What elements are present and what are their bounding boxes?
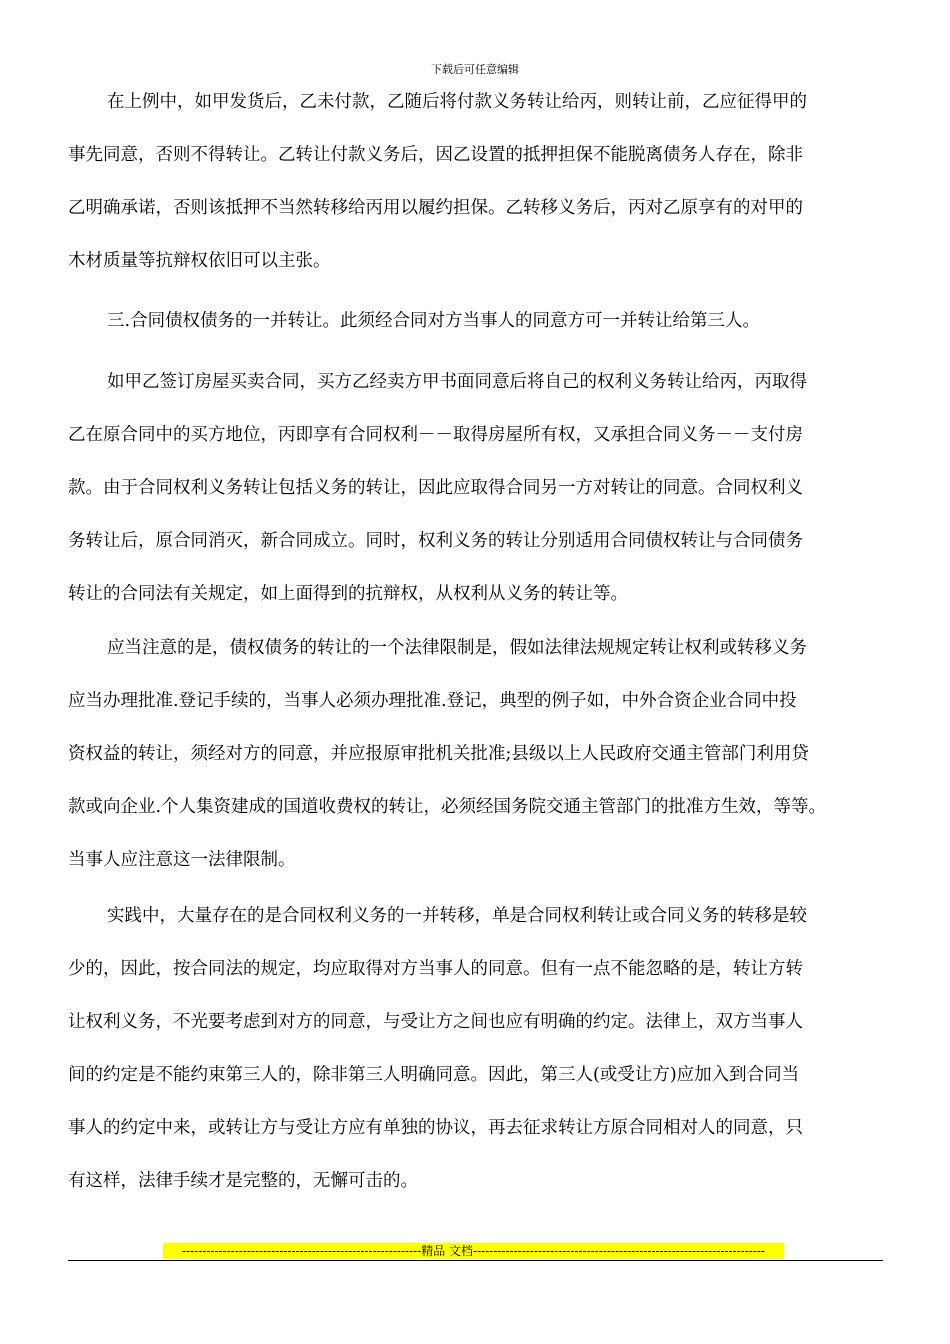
- paragraph-1: [68, 76, 888, 288]
- paragraph-line: 间的约定是不能约束第三人的，除非第三人明确同意。因此，第三人(或受让方)应加入到合同当: [68, 1065, 800, 1085]
- paragraph-line: 款。由于合同权利义务转让包括义务的转让，因此应取得合同另一方对转让的同意。合同权利义: [68, 478, 803, 498]
- paragraph-line: 应当办理批准.登记手续的，当事人必须办理批准.登记，典型的例子如，中外合资企业合同中投: [68, 691, 797, 711]
- paragraph-2: [68, 295, 888, 348]
- paragraph-line: 转让的合同法有关规定，如上面得到的抗辩权，从权利从义务的转让等。: [68, 584, 628, 604]
- footer-divider: [68, 1260, 883, 1261]
- paragraph-line: 乙在原合同中的买方地位，丙即享有合同权利－－取得房屋所有权，又承担合同义务－－支付房: [68, 425, 803, 445]
- paragraph-3: [68, 356, 888, 621]
- paragraph-line: 款或向企业.个人集资建成的国道收费权的转让，必须经国务院交通主管部门的批准方生效，等等。: [68, 797, 827, 817]
- paragraph-line: 事先同意，否则不得转让。乙转让付款义务后，因乙设置的抵押担保不能脱离债务人存在，除非: [68, 145, 803, 165]
- paragraph-line: 少的，因此，按合同法的规定，均应取得对方当事人的同意。但有一点不能忽略的是，转让方转: [68, 959, 803, 979]
- paragraph-line: 在上例中，如甲发货后，乙未付款，乙随后将付款义务转让给丙，则转让前，乙应征得甲的: [107, 92, 807, 112]
- paragraph-line: 当事人应注意这一法律限制。: [68, 850, 296, 870]
- paragraph-line: 木材质量等抗辩权依旧可以主张。: [68, 251, 331, 271]
- paragraph-line: 乙明确承诺，否则该抵押不当然转移给丙用以履约担保。乙转移义务后，丙对乙原享有的对甲的: [68, 198, 803, 218]
- paragraph-line: 事人的约定中来，或转让方与受让方应有单独的协议，再去征求转让方原合同相对人的同意，只: [68, 1118, 803, 1138]
- paragraph-line: 资权益的转让，须经对方的同意，并应报原审批机关批准;县级以上人民政府交通主管部门利用贷: [68, 744, 809, 764]
- paragraph-4: [68, 622, 888, 887]
- footer-banner: -----------------------------------------------------------精品 文档------------------------------------------------------------------------: [163, 1243, 784, 1259]
- page-header: 下载后可任意编辑: [431, 63, 519, 76]
- paragraph-5: [68, 890, 888, 1208]
- paragraph-line: 有这样，法律手续才是完整的，无懈可击的。: [68, 1171, 418, 1191]
- paragraph-line: 务转让后，原合同消灭，新合同成立。同时，权利义务的转让分别适用合同债权转让与合同债务: [68, 531, 803, 551]
- paragraph-line: 三.合同债权债务的一并转让。此须经合同对方当事人的同意方可一并转让给第三人。: [107, 311, 761, 331]
- paragraph-line: 应当注意的是，债权债务的转让的一个法律限制是，假如法律法规规定转让权利或转移义务: [107, 638, 807, 658]
- paragraph-line: 实践中，大量存在的是合同权利义务的一并转移，单是合同权利转让或合同义务的转移是较: [107, 906, 807, 926]
- paragraph-line: 如甲乙签订房屋买卖合同，买方乙经卖方甲书面同意后将自己的权利义务转让给丙，丙取得: [107, 372, 807, 392]
- paragraph-line: 让权利义务，不光要考虑到对方的同意，与受让方之间也应有明确的约定。法律上，双方当事人: [68, 1012, 803, 1032]
